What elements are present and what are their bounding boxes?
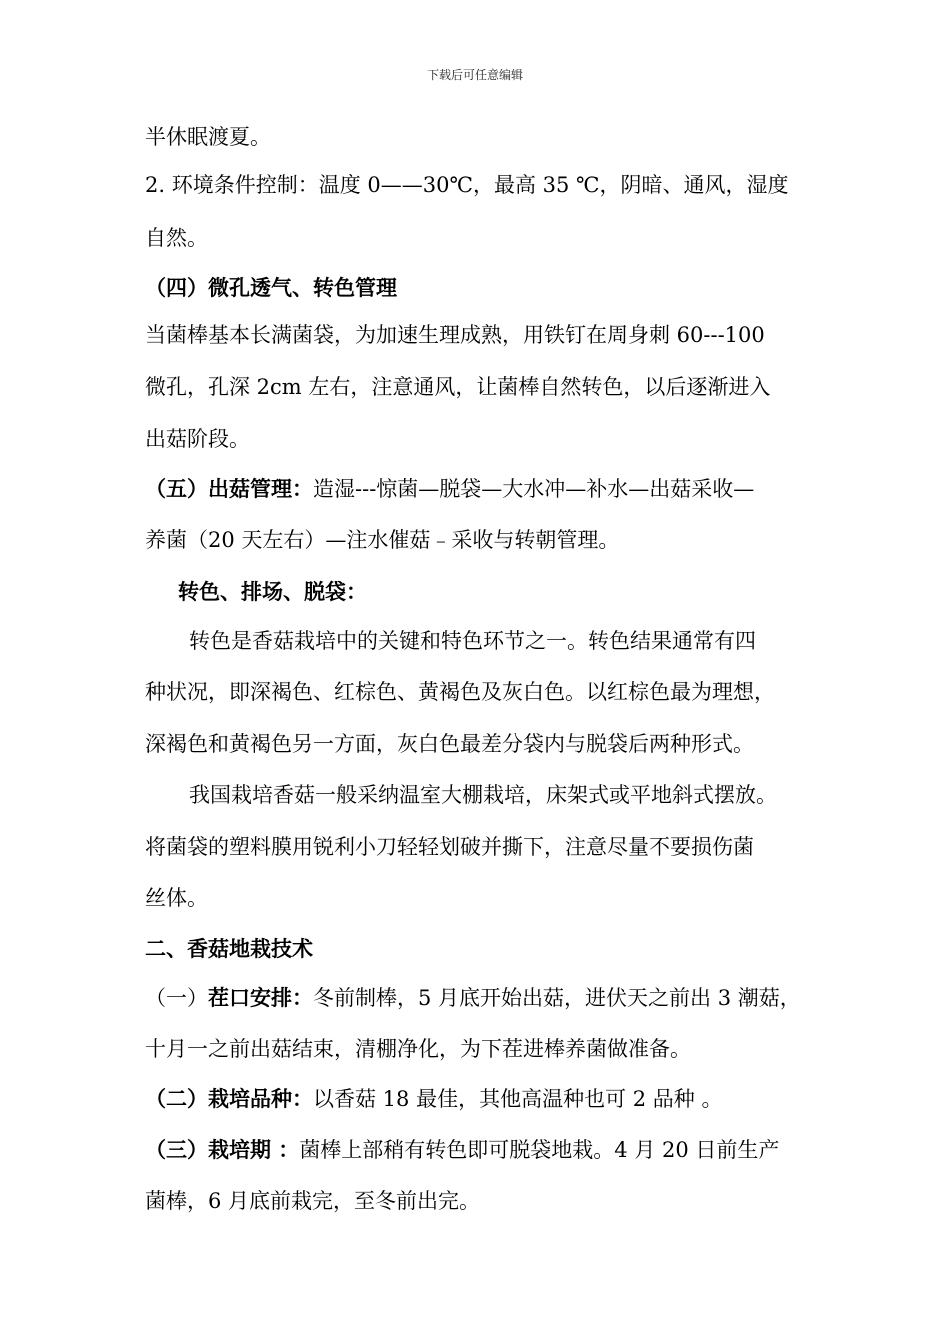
text-run: 深褐色和黄褐色另一方面，灰白色最差分袋内与脱袋后两种形式。 <box>145 732 754 756</box>
text-run: 转色是香菇栽培中的关键和特色环节之一。转色结果通常有四 <box>189 629 756 653</box>
text-line <box>145 478 754 500</box>
text-run: 菌棒上部稍有转色即可脱袋地栽。4 月 20 日前生产 <box>299 1138 780 1162</box>
bold-run: 茬口安排： <box>208 985 313 1010</box>
bold-run: （三）栽培期 ： <box>145 1137 300 1162</box>
text-line <box>145 377 770 398</box>
text-line <box>145 1039 691 1060</box>
bold-run: （二）栽培品种： <box>145 1086 313 1111</box>
section-heading <box>178 581 367 603</box>
text-line <box>145 1088 722 1110</box>
text-run: 丝体。 <box>145 886 208 910</box>
text-run: 当菌棒基本长满菌袋，为加速生理成熟，用铁钉在周身刺 60---100 <box>145 323 765 347</box>
text-line <box>189 785 777 806</box>
text-line <box>145 1191 480 1212</box>
bold-run: 二、香菇地栽技术 <box>145 936 313 961</box>
text-line <box>145 888 208 909</box>
text-line <box>145 682 775 703</box>
text-run: 出菇阶段。 <box>145 427 250 451</box>
text-line <box>145 127 271 148</box>
text-run: （一） <box>145 986 208 1010</box>
text-run: 自然。 <box>145 226 208 250</box>
text-run: 造湿---惊菌—脱袋—大水冲—补水—出菇采收— <box>313 477 755 501</box>
section-heading <box>145 277 397 299</box>
section-heading <box>145 938 313 960</box>
text-run: 2. 环境条件控制：温度 0——30℃，最高 35 ℃，阴暗、通风，湿度 <box>145 173 789 197</box>
text-line <box>145 175 789 196</box>
text-line <box>189 631 756 652</box>
text-line <box>145 325 765 346</box>
page-header: 下载后可任意编辑 <box>426 68 523 82</box>
bold-run: （五）出菇管理： <box>145 476 313 501</box>
text-line <box>145 837 754 858</box>
text-run: 冬前制棒，5 月底开始出菇，进伏天之前出 3 潮菇， <box>313 986 801 1010</box>
bold-run: 转色、排场、脱袋： <box>178 579 367 604</box>
text-line <box>145 429 250 450</box>
text-run: 微孔，孔深 2cm 左右，注意通风，让菌棒自然转色，以后逐渐进入 <box>145 375 771 399</box>
text-line <box>145 1139 779 1161</box>
text-run: 半休眠渡夏。 <box>145 125 271 149</box>
text-run: 种状况，即深褐色、红棕色、黄褐色及灰白色。以红棕色最为理想， <box>145 680 775 704</box>
text-run: 十月一之前出菇结束，清棚净化，为下茬进棒养菌做准备。 <box>145 1037 691 1061</box>
text-line <box>145 734 754 755</box>
bold-run: （四）微孔透气、转色管理 <box>145 275 397 300</box>
text-run: 菌棒，6 月底前栽完，至冬前出完。 <box>145 1189 481 1213</box>
text-run: 养菌（20 天左右）—注水催菇﹣采收与转朝管理。 <box>145 528 620 552</box>
text-line <box>145 987 801 1009</box>
text-run: 以香菇 18 最佳，其他高温种也可 2 品种 。 <box>313 1087 723 1111</box>
text-run: 将菌袋的塑料膜用锐利小刀轻轻划破并撕下，注意尽量不要损伤菌 <box>145 835 754 859</box>
text-run: 我国栽培香菇一般采纳温室大棚栽培，床架式或平地斜式摆放。 <box>189 783 777 807</box>
text-line <box>145 228 208 249</box>
text-line <box>145 530 619 551</box>
